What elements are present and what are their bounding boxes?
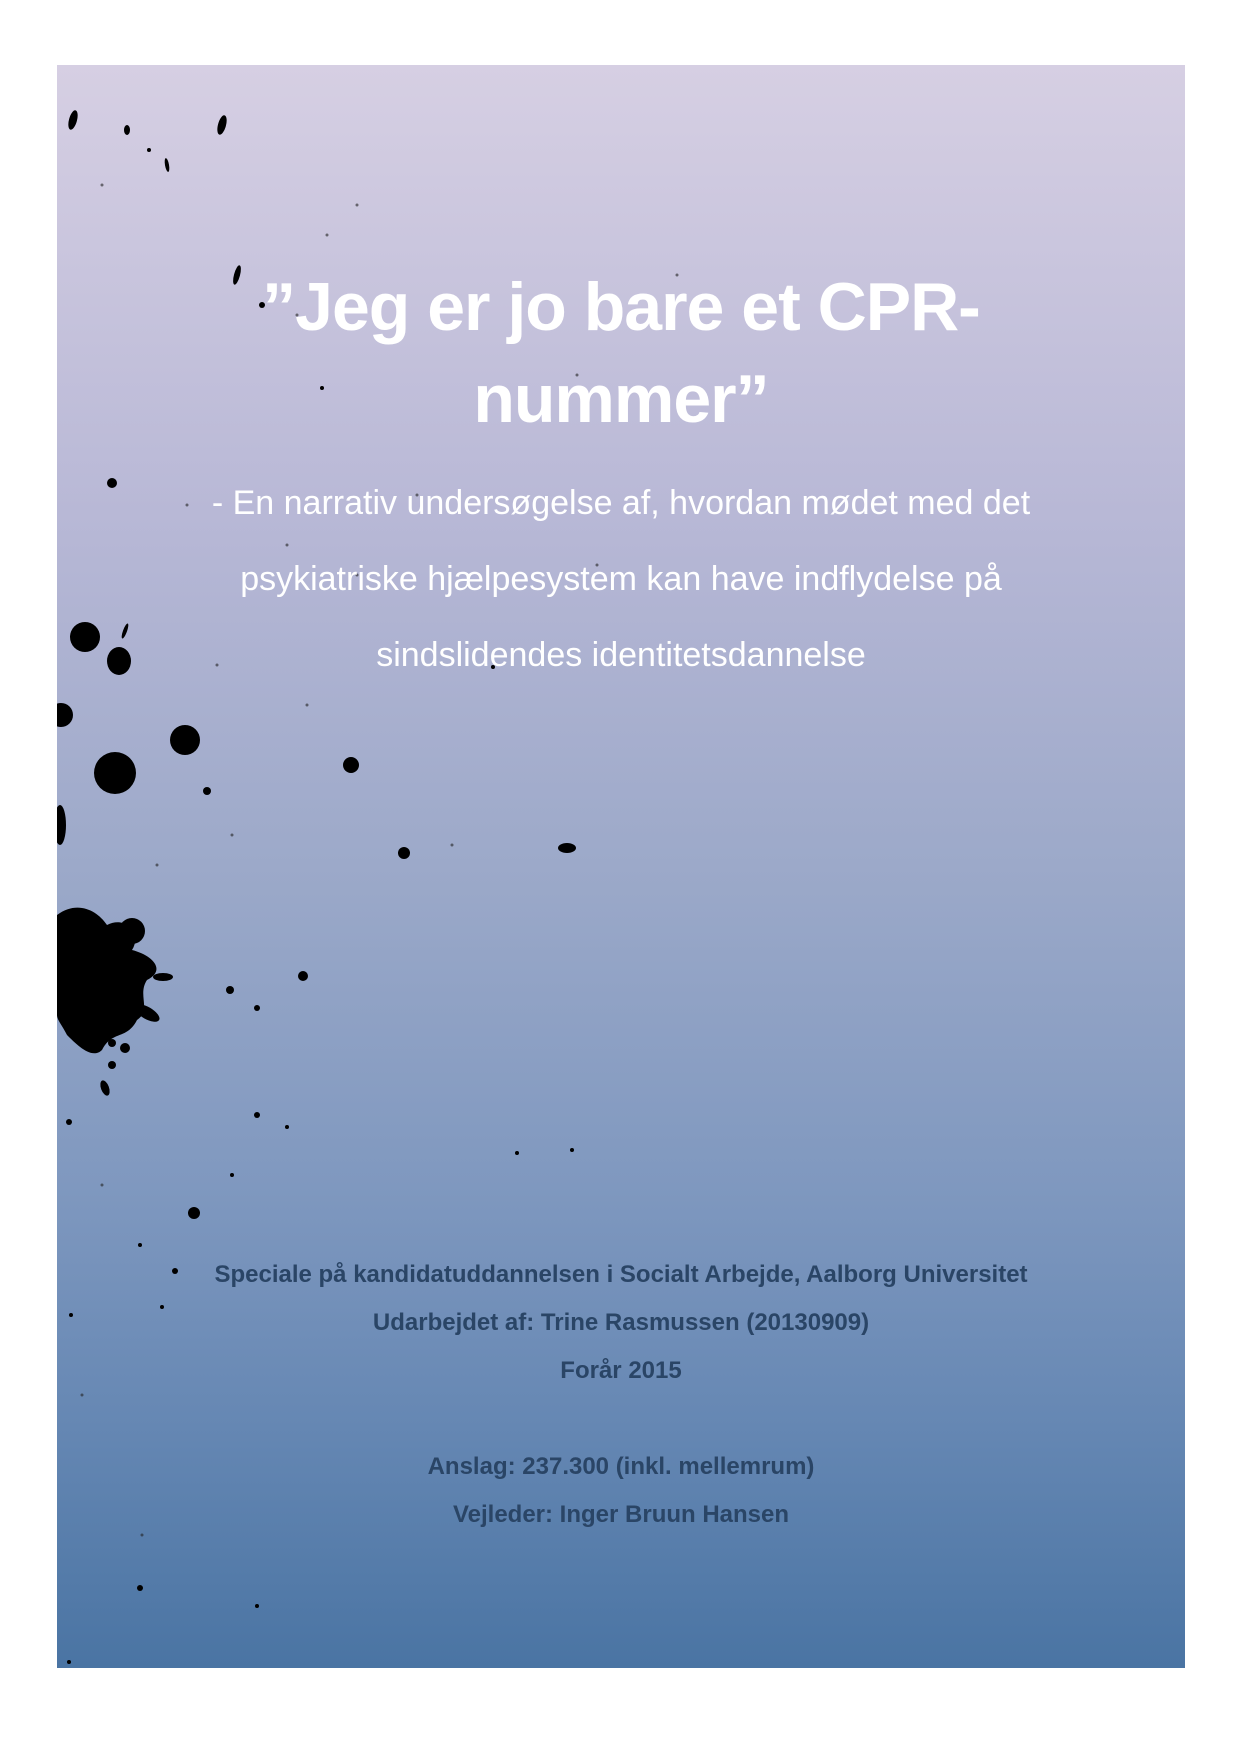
character-count-text: Anslag: 237.300 (inkl. mellemrum) <box>427 1453 815 1480</box>
subtitle-line-3: sindslidendes identitetsdannelse <box>376 636 866 674</box>
title-line-1: ”Jeg er jo bare et CPR- <box>262 268 980 345</box>
subtitle-line-1: - En narrativ undersøgelse af, hvordan mødet med det <box>211 484 1031 522</box>
cover-page <box>57 65 1185 1668</box>
author-text: Udarbejdet af: Trine Rasmussen (20130909) <box>372 1309 870 1336</box>
supervisor-text: Vejleder: Inger Bruun Hansen <box>452 1501 790 1528</box>
document-title <box>57 261 1185 445</box>
program-text: Speciale på kandidatuddannelsen i Socialt Arbejde, Aalborg Universitet <box>214 1261 1028 1288</box>
title-line-2: nummer” <box>473 360 769 437</box>
thesis-info <box>57 1251 1185 1395</box>
thesis-details <box>57 1443 1185 1539</box>
semester-text: Forår 2015 <box>560 1357 682 1384</box>
document-subtitle <box>117 465 1125 693</box>
subtitle-line-2: psykiatriske hjælpesystem kan have indflydelse på <box>240 560 1002 598</box>
